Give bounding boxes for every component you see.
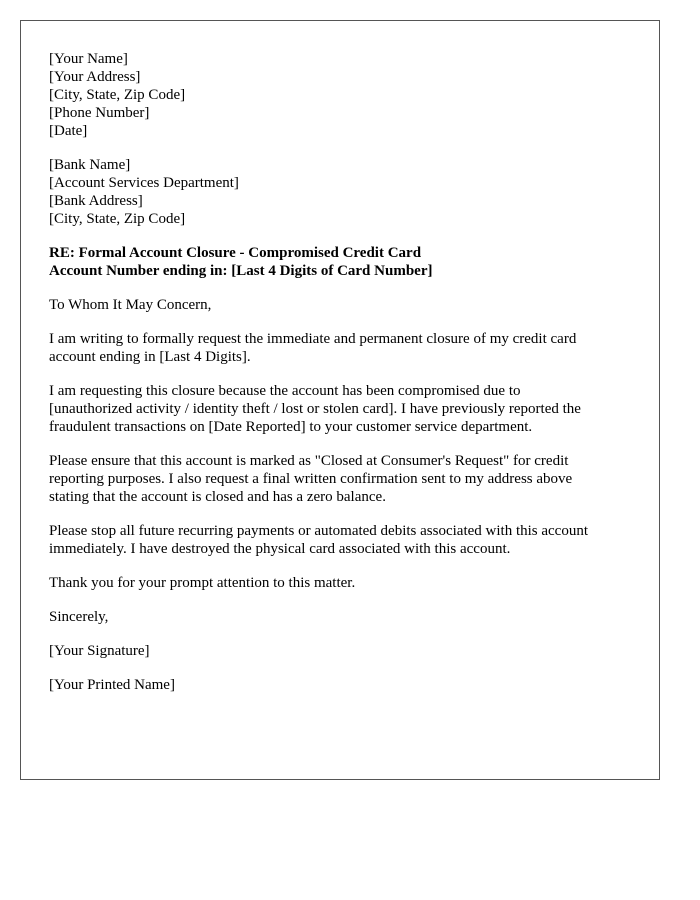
sender-city-state-zip: [City, State, Zip Code]	[49, 87, 186, 103]
salutation: To Whom It May Concern,	[49, 297, 212, 313]
recipient-bank-address: [Bank Address]	[49, 193, 143, 209]
paragraph-line: reporting purposes. I also request a final written confirmation sent to my address above	[49, 471, 573, 487]
letter-content	[49, 50, 639, 694]
sender-block	[49, 50, 639, 140]
paragraph-line: [unauthorized activity / identity theft / lost or stolen card]. I have previously reported the	[49, 401, 581, 417]
body-paragraph-5	[49, 574, 639, 592]
body-paragraph-4	[49, 522, 639, 558]
subject-line-2: Account Number ending in: [Last 4 Digits of Card Number]	[49, 263, 433, 279]
body-paragraph-1	[49, 330, 639, 366]
letter-page	[20, 20, 660, 780]
paragraph-line: Thank you for your prompt attention to this matter.	[49, 575, 356, 591]
paragraph-line: Please stop all future recurring payments or automated debits associated with this account	[49, 523, 589, 539]
paragraph-line: Please ensure that this account is marked as "Closed at Consumer's Request" for credit	[49, 453, 569, 469]
paragraph-line: account ending in [Last 4 Digits].	[49, 349, 251, 365]
body-paragraph-3	[49, 452, 639, 506]
printed-name: [Your Printed Name]	[49, 677, 175, 693]
paragraph-line: stating that the account is closed and has a zero balance.	[49, 489, 386, 505]
sender-phone: [Phone Number]	[49, 105, 150, 121]
paragraph-line: immediately. I have destroyed the physical card associated with this account.	[49, 541, 511, 557]
signature-placeholder: [Your Signature]	[49, 643, 150, 659]
recipient-department: [Account Services Department]	[49, 175, 239, 191]
sender-address: [Your Address]	[49, 69, 141, 85]
subject-line-1: RE: Formal Account Closure - Compromised Credit Card	[49, 245, 422, 261]
closing: Sincerely,	[49, 609, 109, 625]
paragraph-line: I am writing to formally request the immediate and permanent closure of my credit card	[49, 331, 577, 347]
paragraph-line: I am requesting this closure because the account has been compromised due to	[49, 383, 521, 399]
recipient-city-state-zip: [City, State, Zip Code]	[49, 211, 186, 227]
recipient-bank-name: [Bank Name]	[49, 157, 131, 173]
paragraph-line: fraudulent transactions on [Date Reported] to your customer service department.	[49, 419, 533, 435]
sender-name: [Your Name]	[49, 51, 128, 67]
body-paragraph-2	[49, 382, 639, 436]
subject-block	[49, 244, 639, 280]
recipient-block	[49, 156, 639, 228]
letter-date: [Date]	[49, 123, 88, 139]
